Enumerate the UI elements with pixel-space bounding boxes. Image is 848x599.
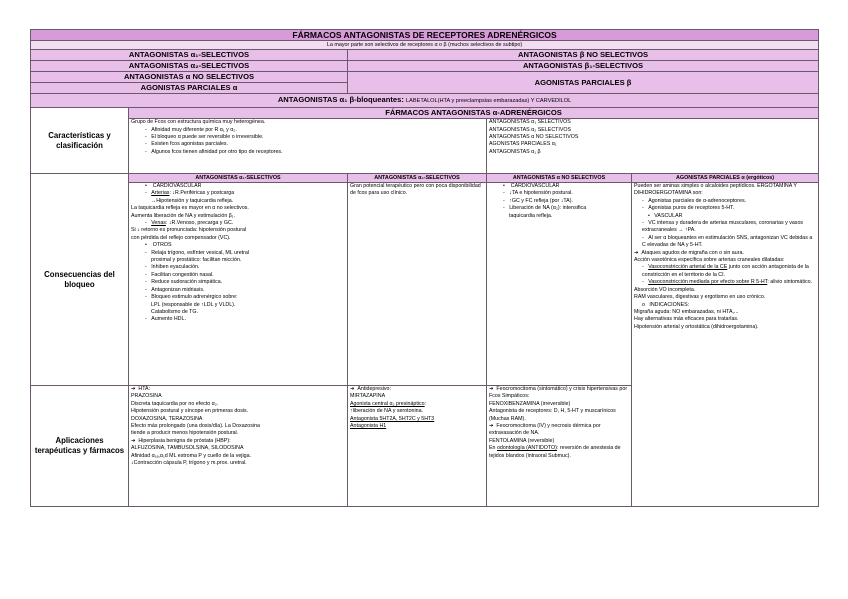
list-item: - Reduce sudoración simpática.: [145, 279, 223, 286]
list-item: - ↑GC y FC refleja (por ↓TA).: [503, 197, 573, 204]
list-item: - Agonistas parciales de α-adrenoceptores.: [642, 197, 747, 204]
text-line: Migraña aguda: NO embarazadas, ni HTA,...: [634, 308, 739, 315]
applications-alpha2: [348, 386, 487, 507]
list-item-cont: taquicardia refleja.: [509, 212, 553, 219]
group-beta-ns: ANTAGONISTAS β NO SELECTIVOS: [348, 50, 819, 61]
text-line: RAM vasculares, digestivas y ergotismo en uso crónico.: [634, 294, 766, 301]
text-line: tiende a producir menos hipotensión postural.: [131, 430, 239, 437]
arrow-item: ➔ HTA:: [131, 386, 151, 392]
text-line: Si ↓ retorno es pronunciada: hipotensión postural: [131, 227, 247, 234]
drug-name: FENOXIBENZAMINA (irreversible): [489, 400, 571, 407]
characteristics-item: - Afinidad muy diferente por R α₁ y α₂.: [145, 126, 237, 133]
classification-list: [487, 119, 819, 174]
characteristics-list: [129, 119, 487, 174]
list-item: - Antagonizan midriasis.: [145, 286, 205, 293]
list-item: - Vasoconstricción arterial de la CE junto con acción antagonista de la constricción en el territorio de la CI.: [642, 264, 809, 278]
column-alpha-ns: ANTAGONISTAS α NO SELECTIVOS: [487, 174, 632, 183]
text-line: ↑liberación de NA y serotonina.: [350, 408, 424, 415]
classification-item: ANTAGONISTAS α NO SELECTIVOS: [489, 133, 579, 140]
otros-heading: • OTROS: [145, 242, 172, 249]
alpha1-beta-row: [31, 94, 819, 108]
group-beta-partial: AGONISTAS PARCIALES β: [348, 72, 819, 94]
drug-name: ALFUZOSINA, TAMBUSOLSINA, SILODOSINA: [131, 445, 244, 452]
column-alpha2: ANTAGONISTAS α₂-SELECTIVOS: [348, 174, 487, 183]
classification-item: ANTAGONISTAS α₁ SELECTIVOS: [489, 119, 571, 126]
text-line: Efecto más prolongado (una dosis/día). La Doxazosina: [131, 423, 260, 430]
column-alpha-partial: AGONISTAS PARCIALES α (ergóticos): [632, 174, 819, 183]
group-alpha-ns: ANTAGONISTAS α NO SELECTIVOS: [31, 72, 348, 83]
text-line: Hipotensión arterial y ortostática (dihidroergotamina).: [634, 323, 759, 330]
indications-heading: o INDICACIONES:: [642, 301, 690, 308]
list-item: - ↓TA e hipotensión postural.: [503, 190, 573, 197]
column-alpha1: ANTAGONISTAS α₁-SELECTIVOS: [129, 174, 348, 183]
arrow-item: ➔ Feocromocitoma (IV) y necrosis dérmica por extravasación de NA.: [489, 423, 601, 437]
cardio-heading: • CARDIOVASCULAR: [145, 183, 202, 189]
list-item: - Al ser α bloqueantes en estimulación SNS, antagonizan VC debidas a C elevadas de NA y 5-HT.: [642, 234, 813, 249]
group-alpha-partial: AGONISTAS PARCIALES α: [31, 83, 348, 94]
text-line: Agonista central α₂ presináptico:: [350, 400, 427, 407]
drug-name: MIRTAZAPINA: [350, 393, 386, 400]
consequences-alpha2: [348, 183, 487, 386]
text-line: Absorción VO incompleta.: [634, 286, 696, 293]
characteristics-item: - El bloqueo α puede ser reversible o irreversible.: [145, 133, 264, 140]
classification-item: AGONISTAS PARCIALES α₁: [489, 141, 557, 148]
row-label-characteristics: Características y clasificación: [31, 108, 129, 174]
row-label-applications: Aplicaciones terapéuticas y fármacos: [31, 386, 129, 507]
list-item: - Vasoconstricción mediada por efecto sobre R 5-HT: alivio sintomático.: [642, 279, 813, 286]
list-item-cont: proximal y prostático: facilitan micción.: [151, 257, 242, 264]
arrow-item: ➔ Hiperplasia benigna de próstata (HBP):: [131, 437, 231, 444]
text-line: ↓Contracción cápsula P, trígono y m.prox. uretral.: [131, 460, 247, 467]
text-line: En odontología (ANTIDOTO): reversión de anestesia de tejidos blandos (intraoral Submuc).: [489, 445, 621, 459]
classification-item: ANTAGONISTAS α₁ β: [489, 148, 541, 155]
arrow-item: ➔ Ataques agudos de migraña con o sin aura.: [634, 249, 744, 256]
applications-alpha-ns: [487, 386, 632, 507]
list-item: - Relaja trígono, esfínter vesical, ML uretral: [145, 249, 250, 256]
text-line: Discreta taquicardia por no efecto α₂.: [131, 400, 219, 407]
group-alpha1: ANTAGONISTAS α₁-SELECTIVOS: [31, 50, 348, 61]
list-item-cont: LPL (responsable de ↑LDL y VLDL).: [151, 301, 236, 308]
list-item: - Bloqueo estimulo adrenérgico sobre:: [145, 294, 238, 301]
drug-name: FENTOLAMINA (reversible): [489, 437, 555, 444]
text-line: Acción vasotónica específica sobre arterias craneales dilatadas:: [634, 257, 785, 264]
group-beta1: ANTAGONISTAS β₁-SELECTIVOS: [348, 61, 819, 72]
text-line: Aumenta liberación de NA y estimulación β₁.: [131, 212, 236, 219]
text-line: Hipotensión postural y síncope en primeras dosis.: [131, 408, 249, 415]
main-title: FÁRMACOS ANTAGONISTAS DE RECEPTORES ADRENÉRGICOS: [31, 30, 819, 41]
vascular-heading: • VASCULAR: [648, 212, 683, 219]
alpha1-beta-detail: LABETALOL(HTA y preeclampsias embarazadas) Y CARVEDILOL: [406, 98, 572, 104]
text-line: Pueden ser aminas simples o alcaloides peptídicos. ERGOTAMINA Y DIHIDROERGOTAMINA son:: [634, 183, 797, 197]
cardio-heading: • CARDIOVASCULAR: [503, 183, 560, 189]
applications-alpha1: [129, 386, 348, 507]
list-item: - Aumento HDL.: [145, 316, 186, 323]
list-item: - Inhiben eyaculación.: [145, 264, 200, 271]
consequences-alpha-ns: [487, 183, 632, 386]
arrow-item: ➔ Feocromocitoma (sintomático) y crisis hipertensivas por Fcos Simpáticos:: [489, 386, 628, 400]
list-item-cont: Catabolismo de TG.: [151, 308, 199, 315]
list-item: - Liberación de NA (α₂): intensifica: [503, 205, 587, 212]
adrenergic-antagonists-sheet: [30, 29, 818, 507]
list-item: - VC intensa y duradera de arterias musculares, coronarias y vasos extracraneales → ↑PA.: [642, 220, 804, 234]
text-line: Antagonista H1: [350, 423, 387, 430]
text-line: Afinidad α₁ₐ,α₁d ML estroma P y cuello de la vejiga.: [131, 452, 252, 459]
characteristics-item: - Algunos fcos tienen afinidad por otro tipo de receptores.: [145, 148, 283, 155]
text-line: Hay alternativas más eficaces para tratarlas.: [634, 316, 739, 323]
main-subtitle: La mayor parte son selectivos de receptores α o β (muchos selectivos de subtipo): [31, 41, 819, 50]
text-line: Gran potencial terapéutico pero con poca disponibilidad de fcos para uso clínico.: [350, 183, 481, 197]
text-line: La taquicardia refleja es mayor en α no selectivos.: [131, 205, 249, 212]
row-label-consequences: Consecuencias del bloqueo: [31, 174, 129, 386]
characteristics-item: Grupo de Fcos con estructura química muy heterogénea.: [131, 119, 266, 126]
venas-line: - Venas: ↓R.Venoso, precarga y GC.: [145, 220, 234, 227]
drug-name: PRAZOSINA: [131, 393, 162, 400]
characteristics-item: - Existen fcos agonistas parciales.: [145, 141, 229, 148]
alpha-partial-column: [632, 183, 819, 507]
list-item: - Agonistas puros de receptores 5-HT.: [642, 205, 735, 212]
classification-item: ANTAGONISTAS α₂ SELECTIVOS: [489, 126, 572, 133]
consequences-alpha1: [129, 183, 348, 386]
arterias-line: - Arterias: ↓R.Periféricas y postcarga: [145, 190, 235, 197]
arrow-item: ➔ Antidepresivo:: [350, 386, 391, 392]
group-alpha2: ANTAGONISTAS α₂-SELECTIVOS: [31, 61, 348, 72]
summary-table: [30, 29, 819, 507]
hipotension-line: →Hipotensión y taquicardia refleja.: [151, 197, 234, 204]
alpha1-beta-label: ANTAGONISTAS α₁ β-bloqueantes:: [277, 95, 404, 104]
text-line: con pérdida del reflejo compensador (VC).: [131, 234, 231, 241]
alpha-section-title: FÁRMACOS ANTAGONISTAS α-ADRENÉRGICOS: [129, 108, 819, 119]
list-item: - Facilitan congestión nasal.: [145, 271, 214, 278]
drug-name: DOXAZOSINA, TERAZOSINA: [131, 415, 203, 422]
text-line: Antagonista 5HT2A, 5HT2C y 5HT3: [350, 415, 435, 422]
text-line: Antagonista de receptores: D, H, 5-HT y muscarínicos (Muchas RAM).: [489, 408, 616, 422]
